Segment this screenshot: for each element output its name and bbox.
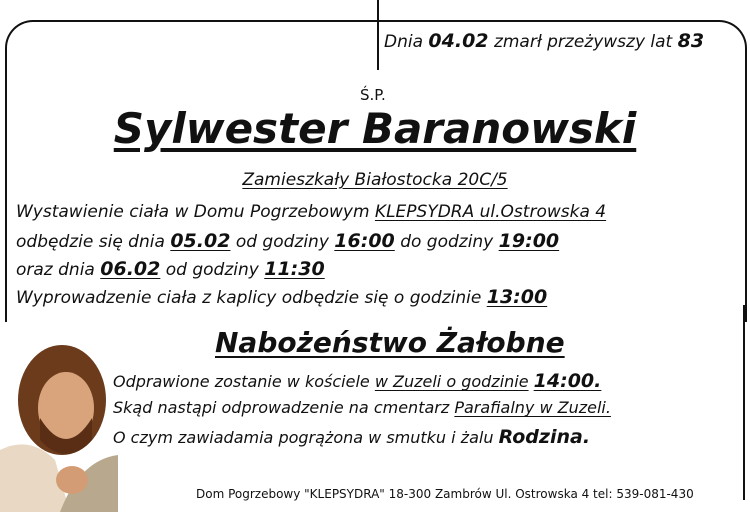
viewing-date: 05.02	[170, 230, 231, 252]
procession-line: Wyprowadzenie ciała z kaplicy odbędzie się o godzinie 13:00	[16, 286, 548, 308]
cemetery-line: Skąd nastąpi odprowadzenie na cmentarz Parafialny w Zuzeli.	[113, 398, 611, 417]
death-date: 04.02	[428, 30, 489, 52]
mass-title: Nabożeństwo Żałobne	[215, 326, 565, 359]
family-signature: Rodzina.	[498, 426, 591, 448]
family-line: O czym zawiadamia pogrążona w smutku i żalu Rodzina.	[113, 426, 591, 448]
cross-icon	[377, 0, 379, 70]
cemetery-name: Parafialny w Zuzeli.	[454, 398, 611, 417]
frame-right-edge	[743, 305, 745, 500]
deceased-name: Sylwester Baranowski	[113, 104, 637, 153]
second-viewing-date: 06.02	[100, 258, 161, 280]
viewing-date-line: odbędzie się dnia 05.02 od godziny 16:00 do godziny 19:00	[16, 230, 560, 252]
footer-contact: Dom Pogrzebowy "KLEPSYDRA" 18-300 Zambrów Ul. Ostrowska 4 tel: 539-081-430	[196, 487, 694, 501]
viewing-place: KLEPSYDRA ul.Ostrowska 4	[374, 202, 607, 222]
address: Zamieszkały Białostocka 20C/5	[242, 170, 508, 190]
church-line: Odprawione zostanie w kościele w Zuzeli o godzinie 14:00.	[113, 370, 602, 392]
church-place: w Zuzeli o godzinie	[374, 372, 529, 391]
procession-time: 13:00	[486, 286, 548, 308]
sp-label: Ś.P.	[360, 86, 386, 104]
viewing-from: 16:00	[334, 230, 395, 252]
viewing-line: Wystawienie ciała w Domu Pogrzebowym KLEPSYDRA ul.Ostrowska 4	[16, 202, 607, 222]
age: 83	[677, 30, 705, 52]
viewing-to: 19:00	[498, 230, 560, 252]
second-viewing-line: oraz dnia 06.02 od godziny 11:30	[16, 258, 325, 280]
second-viewing-from: 11:30	[264, 258, 325, 280]
death-info: Dnia 04.02 zmarł przeżywszy lat 83	[384, 30, 705, 52]
mass-time: 14:00.	[533, 370, 602, 392]
cross-icon-bar	[357, 20, 399, 22]
praying-figure-image	[0, 340, 118, 512]
